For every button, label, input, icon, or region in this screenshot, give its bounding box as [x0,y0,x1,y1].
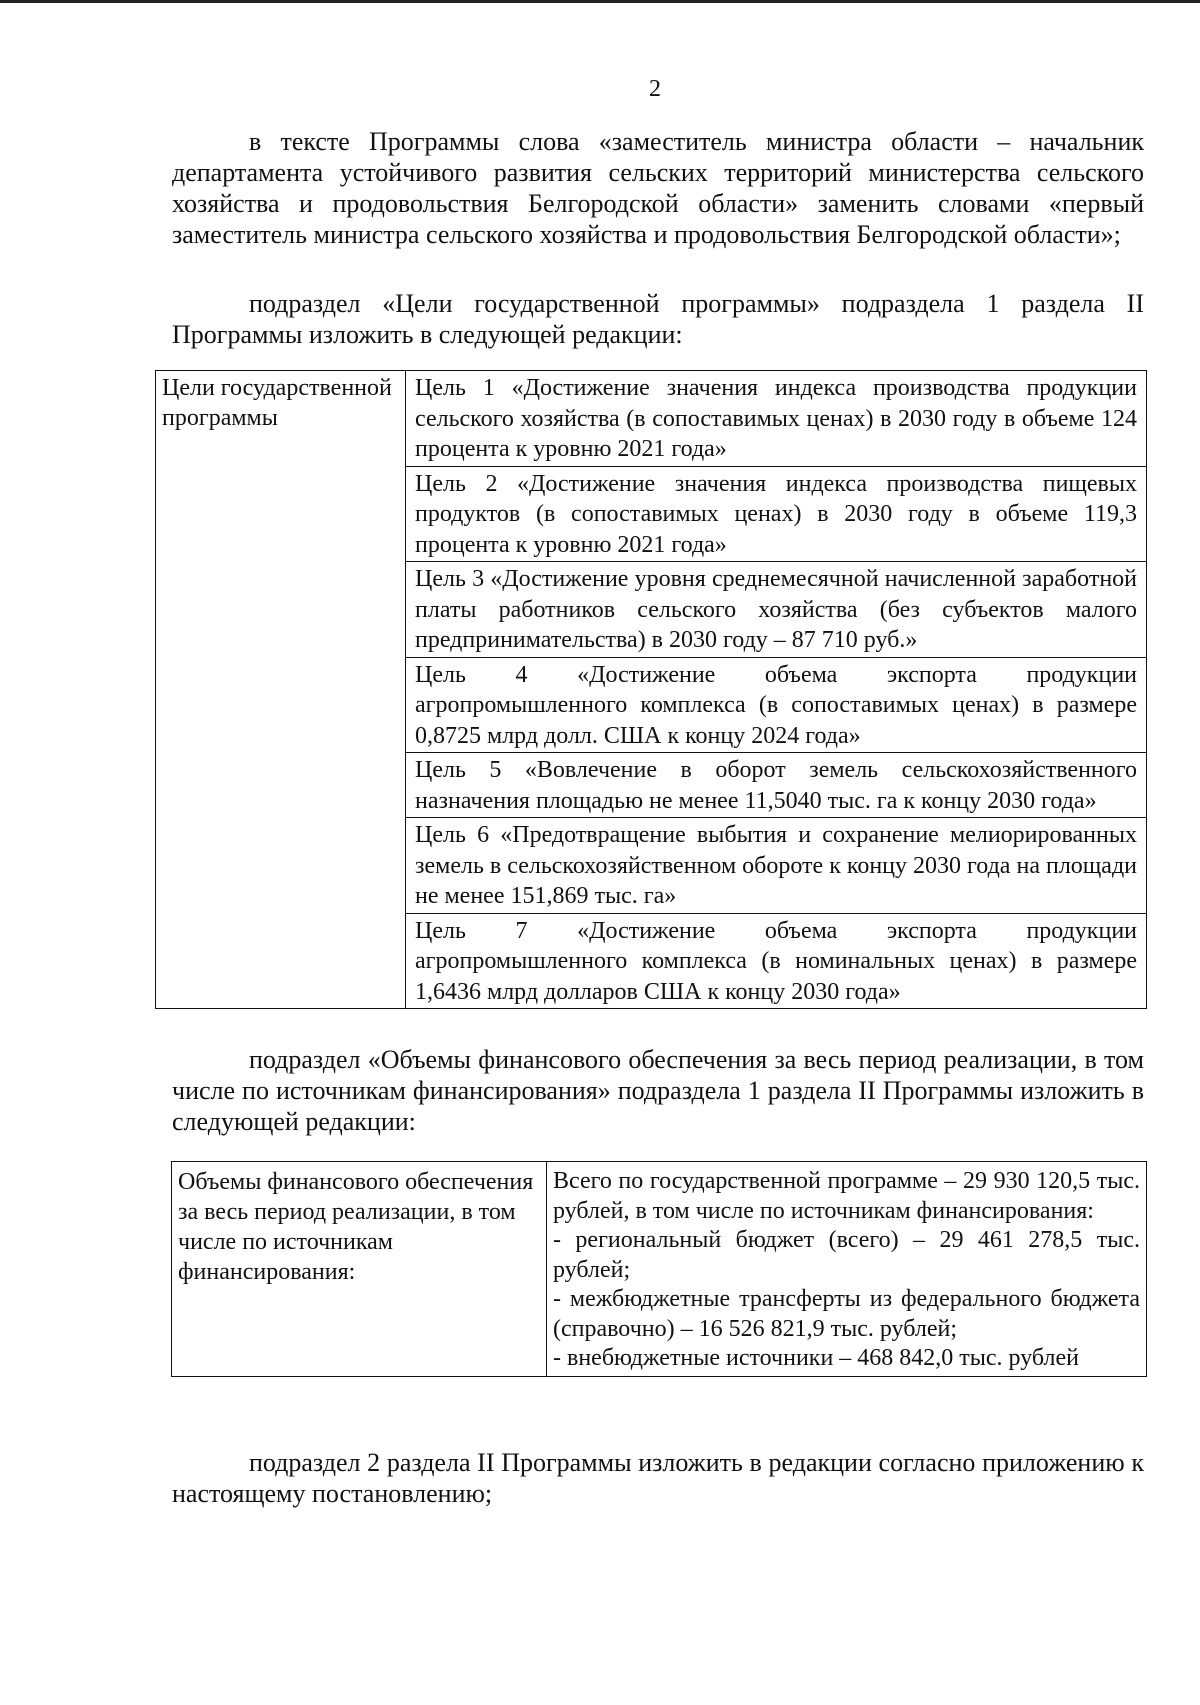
finance-table [171,1161,1147,1377]
goals-label-cell: Цели государственной программы [156,371,406,1009]
finance-label-cell: Объемы финансового обеспечения за весь период реализации, в том числе по источникам финансирования: [172,1162,547,1377]
goal-4-cell: Цель 4 «Достижение объема экспорта продукции агропромышленного комплекса (в сопоставимых ценах) в размере 0,8725 млрд долл. США к концу 2024 года» [406,657,1147,753]
paragraph-goals-intro: подраздел «Цели государственной программы» подраздела 1 раздела II Программы изложить в следующей редакции: [172,289,1144,349]
finance-regional: - региональный бюджет (всего) – 29 461 278,5 тыс. рублей; [553,1227,1140,1283]
goals-table [155,370,1147,1009]
goal-1-cell: Цель 1 «Достижение значения индекса производства продукции сельского хозяйства (в сопоставимых ценах) в 2030 году в объеме 124 процента к уровню 2021 года» [406,371,1147,467]
paragraph-replace-words: в тексте Программы слова «заместитель министра области – начальник департамента устойчивого развития сельских территорий министерства сельского хозяйства и продовольствия Белгородской области» заменить словами «первый заместитель министра сельского хозяйства и продовольствия Белгородской области»; [172,127,1144,249]
page-number: 2 [649,76,661,102]
finance-total: Всего по государственной программе – 29 930 120,5 тыс. рублей, в том числе по источникам финансирования: [553,1168,1140,1224]
goal-6-cell: Цель 6 «Предотвращение выбытия и сохранение мелиорированных земель в сельскохозяйственном обороте к концу 2030 года на площади не менее 151,869 тыс. га» [406,818,1147,914]
top-border-line [0,0,1200,3]
goal-7-cell: Цель 7 «Достижение объема экспорта продукции агропромышленного комплекса (в номинальных ценах) в размере 1,6436 млрд долларов США к концу 2030 года» [406,913,1147,1009]
goal-5-cell: Цель 5 «Вовлечение в оборот земель сельскохозяйственного назначения площадью не менее 11,5040 тыс. га к концу 2030 года» [406,753,1147,818]
table-row [172,1162,1147,1377]
finance-federal: - межбюджетные трансферты из федерального бюджета (справочно) – 16 526 821,9 тыс. рублей; [553,1286,1140,1342]
finance-extra: - внебюджетные источники – 468 842,0 тыс. рублей [553,1345,1080,1371]
goal-3-cell: Цель 3 «Достижение уровня среднемесячной начисленной заработной платы работников сельского хозяйства (без субъектов малого предпринимательства) в 2030 году – 87 710 руб.» [406,562,1147,658]
paragraph-subsection-2: подраздел 2 раздела II Программы изложить в редакции согласно приложению к настоящему постановлению; [172,1448,1144,1508]
table-row [156,371,1147,467]
finance-values-cell [547,1162,1147,1377]
paragraph-finance-intro: подраздел «Объемы финансового обеспечения за весь период реализации, в том числе по источникам финансирования» подраздела 1 раздела II Программы изложить в следующей редакции: [172,1045,1144,1136]
goal-2-cell: Цель 2 «Достижение значения индекса производства пищевых продуктов (в сопоставимых ценах) в 2030 году в объеме 119,3 процента к уровню 2021 года» [406,466,1147,562]
